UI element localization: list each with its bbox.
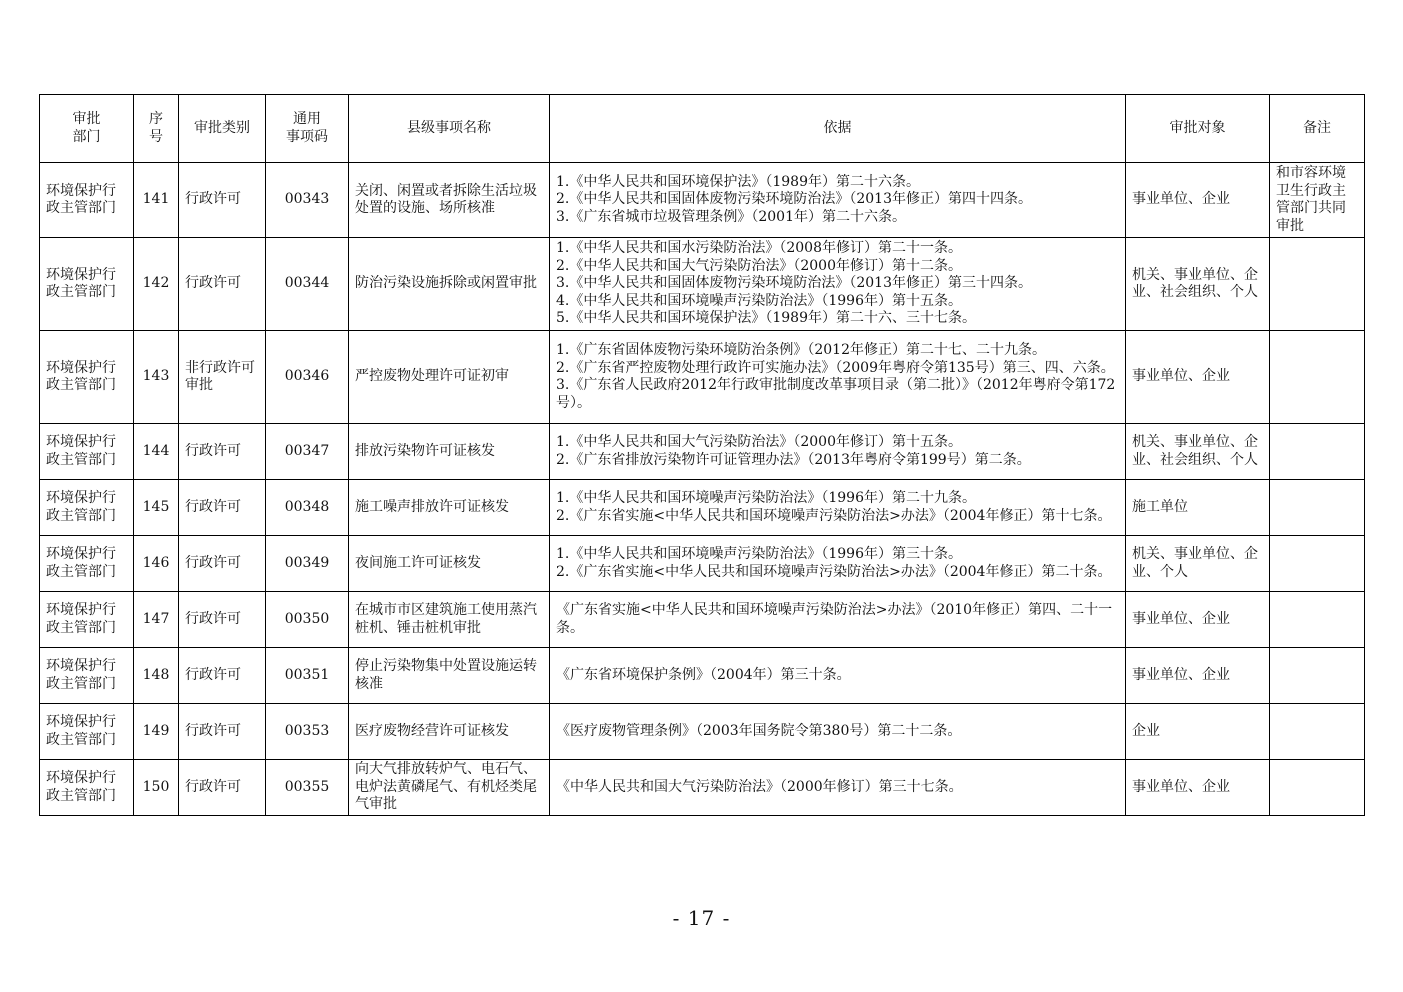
header-code: 通用 事项码 xyxy=(266,95,349,163)
row-target: 事业单位、企业 xyxy=(1126,760,1270,816)
row-category: 行政许可 xyxy=(179,592,266,648)
row-target: 机关、事业单位、企业、社会组织、个人 xyxy=(1126,424,1270,480)
row-note xyxy=(1270,648,1365,704)
row-dept: 环境保护行政主管部门 xyxy=(40,704,134,760)
row-note xyxy=(1270,331,1365,424)
table-header-row xyxy=(40,95,1365,163)
table-row xyxy=(40,760,1365,816)
table-row xyxy=(40,592,1365,648)
row-seq: 141 xyxy=(134,163,179,238)
row-dept: 环境保护行政主管部门 xyxy=(40,331,134,424)
basis-line: 2.《中华人民共和国大气污染防治法》（2000年修订）第十二条。 xyxy=(556,257,962,274)
row-dept: 环境保护行政主管部门 xyxy=(40,163,134,238)
row-category: 行政许可 xyxy=(179,648,266,704)
approval-items-table xyxy=(39,94,1365,816)
row-target: 事业单位、企业 xyxy=(1126,592,1270,648)
row-category: 行政许可 xyxy=(179,424,266,480)
basis-line: 2.《广东省实施<中华人民共和国环境噪声污染防治法>办法》（2004年修正）第十七条。 xyxy=(556,507,1112,524)
row-basis xyxy=(550,163,1126,238)
header-category: 审批类别 xyxy=(179,95,266,163)
row-seq: 145 xyxy=(134,480,179,536)
row-note xyxy=(1270,536,1365,592)
row-note xyxy=(1270,592,1365,648)
table-row xyxy=(40,163,1365,238)
header-seq: 序 号 xyxy=(134,95,179,163)
row-item-name: 关闭、闲置或者拆除生活垃圾处置的设施、场所核准 xyxy=(349,163,550,238)
table-body xyxy=(40,163,1365,816)
basis-line: 2.《广东省排放污染物许可证管理办法》（2013年粤府令第199号）第二条。 xyxy=(556,451,1031,468)
header-basis: 依据 xyxy=(550,95,1126,163)
header-name: 县级事项名称 xyxy=(349,95,550,163)
row-category: 行政许可 xyxy=(179,760,266,816)
basis-line: 1.《中华人民共和国水污染防治法》（2008年修订）第二十一条。 xyxy=(556,240,962,257)
basis-line: 3.《广东省人民政府2012年行政审批制度改革事项目录（第二批）》（2012年粤府令第172号）。 xyxy=(556,377,1116,411)
row-category: 非行政许可审批 xyxy=(179,331,266,424)
basis-line: 《广东省环境保护条例》（2004年）第三十条。 xyxy=(556,666,851,683)
row-code: 00350 xyxy=(266,592,349,648)
row-note xyxy=(1270,760,1365,816)
row-item-name: 施工噪声排放许可证核发 xyxy=(349,480,550,536)
row-code: 00351 xyxy=(266,648,349,704)
row-dept: 环境保护行政主管部门 xyxy=(40,760,134,816)
row-code: 00346 xyxy=(266,331,349,424)
row-dept: 环境保护行政主管部门 xyxy=(40,480,134,536)
row-note xyxy=(1270,704,1365,760)
basis-line: 《医疗废物管理条例》（2003年国务院令第380号）第二十二条。 xyxy=(556,722,962,739)
row-item-name: 停止污染物集中处置设施运转核准 xyxy=(349,648,550,704)
row-dept: 环境保护行政主管部门 xyxy=(40,238,134,331)
row-basis xyxy=(550,238,1126,331)
row-category: 行政许可 xyxy=(179,163,266,238)
row-seq: 144 xyxy=(134,424,179,480)
row-basis xyxy=(550,592,1126,648)
basis-line: 3.《中华人民共和国固体废物污染环境防治法》（2013年修正）第三十四条。 xyxy=(556,275,1032,292)
basis-line: 2.《广东省严控废物处理行政许可实施办法》（2009年粤府令第135号）第三、四、六条。 xyxy=(556,359,1115,376)
table-row xyxy=(40,238,1365,331)
row-basis xyxy=(550,536,1126,592)
row-note xyxy=(1270,238,1365,331)
row-dept: 环境保护行政主管部门 xyxy=(40,536,134,592)
table-row xyxy=(40,704,1365,760)
row-item-name: 向大气排放转炉气、电石气、电炉法黄磷尾气、有机烃类尾气审批 xyxy=(349,760,550,816)
row-basis xyxy=(550,648,1126,704)
row-target: 施工单位 xyxy=(1126,480,1270,536)
row-category: 行政许可 xyxy=(179,238,266,331)
table-row xyxy=(40,536,1365,592)
row-target: 企业 xyxy=(1126,704,1270,760)
row-code: 00347 xyxy=(266,424,349,480)
basis-line: 1.《中华人民共和国环境噪声污染防治法》（1996年）第二十九条。 xyxy=(556,490,976,506)
row-item-name: 夜间施工许可证核发 xyxy=(349,536,550,592)
row-category: 行政许可 xyxy=(179,480,266,536)
row-target: 事业单位、企业 xyxy=(1126,648,1270,704)
row-seq: 149 xyxy=(134,704,179,760)
row-item-name: 防治污染设施拆除或闲置审批 xyxy=(349,238,550,331)
basis-line: 4.《中华人民共和国环境噪声污染防治法》（1996年）第十五条。 xyxy=(556,292,962,309)
page-number: - 17 - xyxy=(672,906,731,930)
row-code: 00353 xyxy=(266,704,349,760)
basis-line: 2.《广东省实施<中华人民共和国环境噪声污染防治法>办法》（2004年修正）第二十条。 xyxy=(556,563,1112,580)
row-item-name: 严控废物处理许可证初审 xyxy=(349,331,550,424)
table-row xyxy=(40,480,1365,536)
basis-line: 3.《广东省城市垃圾管理条例》（2001年）第二十六条。 xyxy=(556,208,906,225)
row-code: 00344 xyxy=(266,238,349,331)
row-target: 机关、事业单位、企业、社会组织、个人 xyxy=(1126,238,1270,331)
row-item-name: 排放污染物许可证核发 xyxy=(349,424,550,480)
row-item-name: 医疗废物经营许可证核发 xyxy=(349,704,550,760)
row-category: 行政许可 xyxy=(179,536,266,592)
row-basis xyxy=(550,480,1126,536)
row-item-name: 在城市市区建筑施工使用蒸汽桩机、锤击桩机审批 xyxy=(349,592,550,648)
basis-line: 《广东省实施<中华人民共和国环境噪声污染防治法>办法》（2010年修正）第四、二十一条。 xyxy=(556,602,1113,636)
basis-line: 1.《中华人民共和国大气污染防治法》（2000年修订）第十五条。 xyxy=(556,434,962,450)
basis-line: 1.《广东省固体废物污染环境防治条例》（2012年修正）第二十七、二十九条。 xyxy=(556,342,1046,358)
row-seq: 150 xyxy=(134,760,179,816)
basis-line: 5.《中华人民共和国环境保护法》（1989年）第二十六、三十七条。 xyxy=(556,310,976,327)
header-note: 备注 xyxy=(1270,95,1365,163)
row-code: 00348 xyxy=(266,480,349,536)
row-category: 行政许可 xyxy=(179,704,266,760)
row-code: 00343 xyxy=(266,163,349,238)
header-target: 审批对象 xyxy=(1126,95,1270,163)
row-note xyxy=(1270,480,1365,536)
row-dept: 环境保护行政主管部门 xyxy=(40,424,134,480)
row-note: 和市容环境卫生行政主管部门共同审批 xyxy=(1270,163,1365,238)
row-seq: 142 xyxy=(134,238,179,331)
row-seq: 147 xyxy=(134,592,179,648)
row-target: 事业单位、企业 xyxy=(1126,331,1270,424)
row-seq: 146 xyxy=(134,536,179,592)
table-row xyxy=(40,424,1365,480)
basis-line: 1.《中华人民共和国环境噪声污染防治法》（1996年）第三十条。 xyxy=(556,546,962,562)
table-row xyxy=(40,648,1365,704)
row-basis xyxy=(550,424,1126,480)
row-note xyxy=(1270,424,1365,480)
basis-line: 2.《中华人民共和国固体废物污染环境防治法》（2013年修正）第四十四条。 xyxy=(556,191,1032,208)
basis-line: 《中华人民共和国大气污染防治法》（2000年修订）第三十七条。 xyxy=(556,778,963,795)
row-dept: 环境保护行政主管部门 xyxy=(40,592,134,648)
table-row xyxy=(40,331,1365,424)
row-code: 00349 xyxy=(266,536,349,592)
row-target: 机关、事业单位、企业、个人 xyxy=(1126,536,1270,592)
row-target: 事业单位、企业 xyxy=(1126,163,1270,238)
basis-line: 1.《中华人民共和国环境保护法》（1989年）第二十六条。 xyxy=(556,173,920,190)
row-seq: 148 xyxy=(134,648,179,704)
row-basis xyxy=(550,760,1126,816)
row-seq: 143 xyxy=(134,331,179,424)
row-basis xyxy=(550,704,1126,760)
row-dept: 环境保护行政主管部门 xyxy=(40,648,134,704)
row-code: 00355 xyxy=(266,760,349,816)
header-dept: 审批 部门 xyxy=(40,95,134,163)
row-basis xyxy=(550,331,1126,424)
